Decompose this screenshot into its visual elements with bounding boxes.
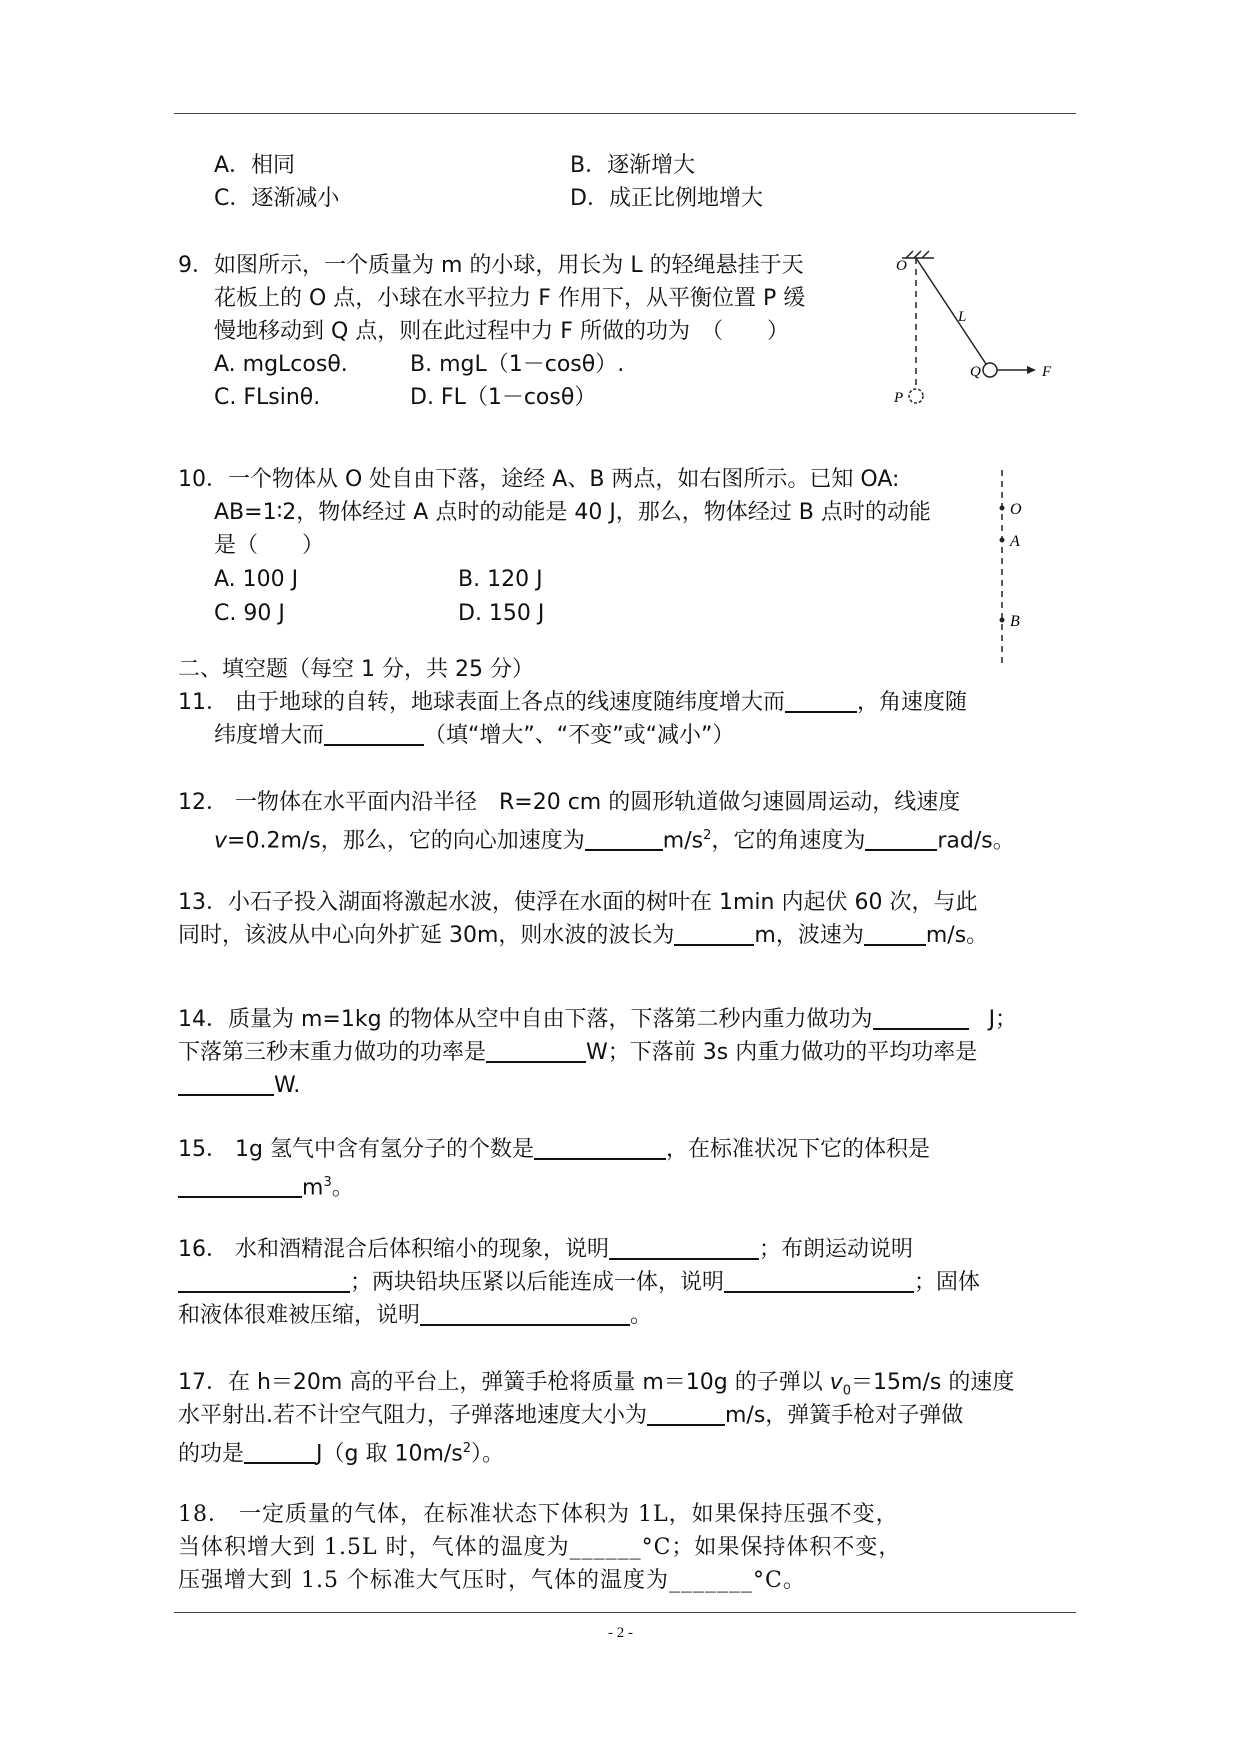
answer-blank[interactable]: [674, 922, 754, 946]
q10-line-1: 10．一个物体从 O 处自由下落，途经 A、B 两点，如右图所示。已知 OA:: [178, 467, 900, 492]
answer-blank[interactable]: [609, 1236, 759, 1260]
q14-line-2: 下落第三秒末重力做功的功率是 W；下落前 3s 内重力做功的平均功率是: [178, 1040, 978, 1065]
q9-option-a: A. mgLcosθ.: [214, 352, 348, 377]
q18-line-2: 当体积增大到 1.5L 时，气体的温度为______°C；如果保持体积不变，: [178, 1535, 902, 1560]
q9-option-c: C. FLsinθ.: [214, 385, 321, 410]
pendulum-figure: [880, 248, 1070, 408]
label-p: P: [894, 390, 904, 406]
point-b: [1000, 618, 1005, 623]
q15-line-2: $m^3$。: [178, 1168, 354, 1203]
q8-option-d: D．成正比例地增大: [570, 186, 763, 211]
answer-blank[interactable]: ______: [569, 1535, 642, 1560]
q13-line-1: 13．小石子投入湖面将激起水波，使浮在水面的树叶在 1min 内起伏 60 次，与此: [178, 890, 978, 915]
force-arrow-head: [1027, 366, 1036, 374]
answer-blank[interactable]: [178, 1072, 274, 1096]
footer-rule: [174, 1612, 1076, 1613]
ball-q: [983, 363, 997, 377]
q10-option-b: B. 120 J: [458, 567, 543, 592]
q17-line-3: 的功是 J（g 取 $10m/s^2$）。: [178, 1441, 505, 1467]
q14-line-3: W.: [178, 1071, 300, 1101]
q11-line-2: 纬度增大而 （填“增大”、“不变”或“减小”）: [214, 723, 735, 748]
answer-blank[interactable]: [244, 1440, 316, 1464]
q9-line-3: 慢地移动到 Q 点，则在此过程中力 F 所做的功为 （ ）: [214, 319, 789, 344]
q17-line-2: 水平射出.若不计空气阻力，子弹落地速度大小为 m/s，弹簧手枪对子弹做: [178, 1403, 964, 1428]
q10-line-2: AB=1∶2，物体经过 A 点时的动能是 40 J，那么，物体经过 B 点时的动能: [214, 500, 931, 525]
q9-line-1: 9．如图所示，一个质量为 m 的小球，用长为 L 的轻绳悬挂于天: [178, 253, 804, 278]
q9-option-b: B. mgL（1－cosθ）.: [410, 352, 625, 377]
header-rule: [174, 113, 1076, 114]
answer-blank[interactable]: [647, 1402, 725, 1426]
q14-line-1: 14．质量为 m=1kg 的物体从空中自由下落，下落第二秒内重力做功为 J；: [178, 1007, 1018, 1032]
answer-blank[interactable]: [873, 1006, 969, 1030]
q9-line-2: 花板上的 O 点，小球在水平拉力 F 作用下，从平衡位置 P 缓: [214, 286, 806, 311]
q17-line-1: 17．在 h＝20m 高的平台上，弹簧手枪将质量 m＝10g 的子弹以 $v_0=15m/s$ 的速度: [178, 1370, 1015, 1399]
answer-blank[interactable]: [724, 1269, 914, 1293]
q10-option-a: A. 100 J: [214, 567, 299, 592]
free-fall-figure: [990, 470, 1050, 670]
q16-line-3: 和液体很难被压缩，说明 。: [178, 1303, 653, 1328]
answer-blank[interactable]: [785, 689, 857, 713]
q12-line-2: v=0.2m/s，那么，它的向心加速度为 $m/s^2$，它的角速度为 rad/s。: [214, 828, 1015, 854]
answer-blank[interactable]: _______: [668, 1568, 753, 1593]
rope-line: [916, 258, 986, 364]
q16-line-2: ；两块铅块压紧以后能连成一体，说明 ；固体: [178, 1268, 980, 1298]
q9-option-d: D. FL（1－cosθ）: [410, 385, 597, 410]
answer-blank[interactable]: [534, 1136, 666, 1160]
label-l: L: [958, 309, 967, 325]
q18-line-1: 18． 一定质量的气体，在标准状态下体积为 1L，如果保持压强不变，: [178, 1502, 899, 1527]
q10-line-3: 是（ ）: [214, 533, 325, 558]
answer-blank[interactable]: [865, 827, 937, 851]
ceiling-hatch: [902, 251, 934, 258]
answer-blank[interactable]: [178, 1269, 350, 1293]
q11-line-1: 11． 由于地球的自转，地球表面上各点的线速度随纬度增大而 ，角速度随: [178, 690, 968, 715]
label-q: Q: [970, 364, 981, 380]
point-o: [1000, 506, 1005, 511]
label-o: O: [896, 258, 907, 274]
q10-option-d: D. 150 J: [458, 601, 545, 626]
q10-option-c: C. 90 J: [214, 601, 285, 626]
q12-line-1: 12． 一物体在水平面内沿半径 R=20 cm 的圆形轨道做匀速圆周运动，线速度: [178, 790, 961, 815]
q16-line-1: 16． 水和酒精混合后体积缩小的现象，说明 ；布朗运动说明: [178, 1237, 914, 1262]
label-f: F: [1042, 364, 1052, 380]
q15-line-1: 15． 1g 氢气中含有氢分子的个数是 ，在标准状况下它的体积是: [178, 1137, 930, 1162]
q18-line-3: 压强增大到 1.5 个标准大气压时，气体的温度为_______°C。: [178, 1568, 806, 1593]
q8-option-c: C．逐渐减小: [214, 186, 340, 211]
label-o: O: [1010, 501, 1022, 518]
q8-option-b: B．逐渐增大: [570, 153, 696, 178]
label-a: A: [1010, 533, 1020, 550]
ball-p: [909, 389, 923, 403]
q8-option-a: A．相同: [214, 153, 296, 178]
answer-blank[interactable]: [420, 1302, 630, 1326]
answer-blank[interactable]: [486, 1039, 586, 1063]
answer-blank[interactable]: [864, 922, 926, 946]
page-number: - 2 -: [608, 1625, 633, 1641]
answer-blank[interactable]: [178, 1174, 302, 1198]
answer-blank[interactable]: [324, 722, 424, 746]
q13-line-2: 同时，该波从中心向外扩延 30m，则水波的波长为 m，波速为 m/s。: [178, 923, 989, 948]
point-a: [1000, 538, 1005, 543]
label-b: B: [1010, 613, 1020, 630]
answer-blank[interactable]: [585, 827, 663, 851]
section-heading: 二、填空题（每空 1 分，共 25 分）: [178, 657, 534, 682]
